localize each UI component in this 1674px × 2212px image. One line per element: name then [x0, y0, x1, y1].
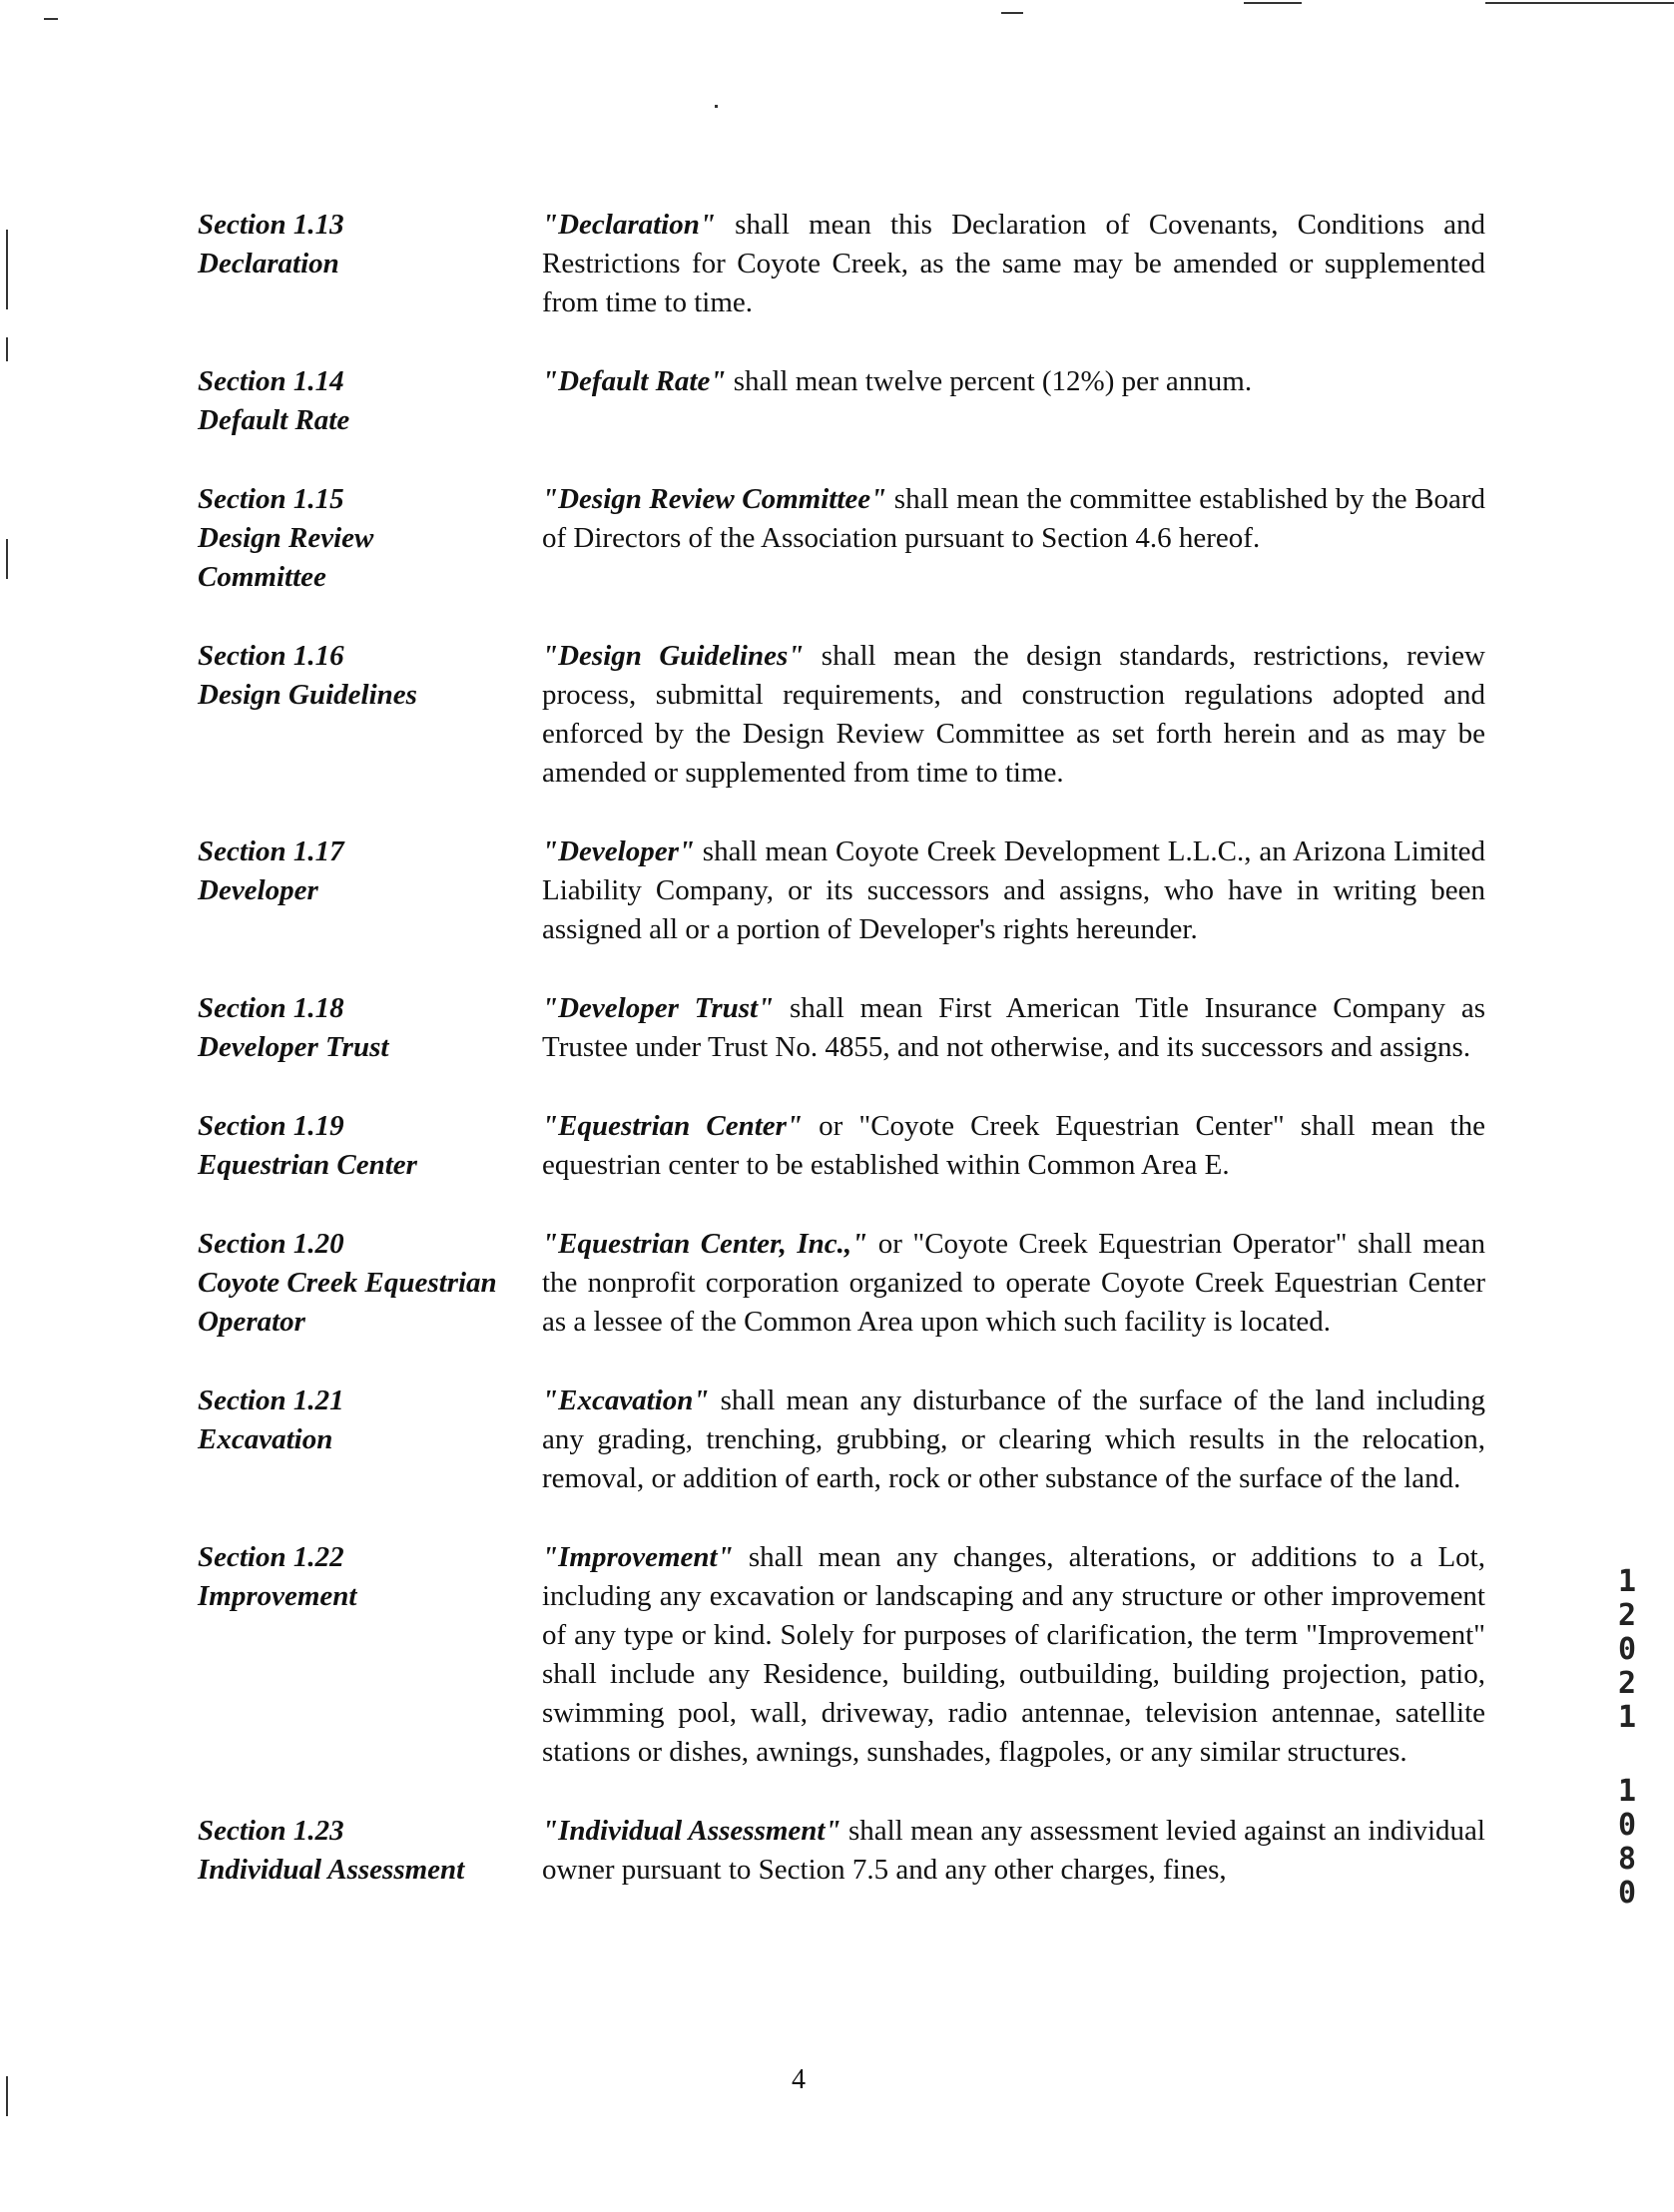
stamp-digit: [1612, 1735, 1642, 1775]
section-title: Operator: [198, 1306, 305, 1338]
section-definition: [542, 480, 1485, 597]
defined-term: "Developer": [542, 835, 695, 867]
section-definition: [542, 362, 1485, 440]
definition-section: [198, 206, 1485, 322]
stamp-digit: 1: [1617, 1700, 1637, 1735]
defined-term: "Equestrian Center, Inc.,": [542, 1228, 868, 1260]
definition-section: [198, 989, 1485, 1067]
section-heading: [198, 362, 542, 440]
section-number: Section 1.19: [198, 1110, 344, 1142]
section-title: Developer: [198, 874, 318, 906]
section-definition: [542, 1382, 1485, 1498]
defined-term: "Declaration": [542, 209, 716, 241]
definition-text: or "Coyote Creek Equestrian Operator" shall mean the nonprofit corporation organized to operate Coyote Creek Equestrian Center as a lessee of the Common Area upon which such facility is located.: [542, 1228, 1485, 1338]
defined-term: "Design Guidelines": [542, 640, 805, 672]
section-number: Section 1.23: [198, 1815, 344, 1847]
scan-mark: [6, 539, 8, 579]
section-title: Developer Trust: [198, 1031, 389, 1063]
section-title: Equestrian Center: [198, 1149, 417, 1181]
section-number: Section 1.21: [198, 1384, 344, 1416]
stamp-digit: 1: [1617, 1564, 1637, 1599]
section-definition: [542, 989, 1485, 1067]
scan-mark: [1244, 2, 1302, 4]
section-heading: [198, 480, 542, 597]
defined-term: "Individual Assessment": [542, 1815, 841, 1847]
section-number: Section 1.15: [198, 483, 344, 515]
defined-term: "Improvement": [542, 1541, 734, 1573]
section-heading: [198, 832, 542, 949]
section-title: Individual Assessment: [198, 1854, 465, 1886]
definition-section: [198, 1812, 1485, 1890]
stamp-digit: 0: [1617, 1632, 1637, 1667]
stamp-digit: 0: [1617, 1876, 1637, 1911]
defined-term: "Design Review Committee": [542, 483, 887, 515]
definition-text: shall mean any disturbance of the surface of the land including any grading, trenching, grubbing, or clearing which results in the relocation, removal, or addition of earth, rock or other substance of the surface of the land.: [542, 1384, 1485, 1494]
definition-section: [198, 362, 1485, 440]
scan-mark: [1485, 2, 1674, 4]
definition-text: shall mean the design standards, restrictions, review process, submittal requirements, and construction regulations adopted and enforced by the Design Review Committee as set forth herein and as may be amended or supplemented from time to time.: [542, 640, 1485, 789]
section-title: Coyote Creek Equestrian: [198, 1267, 497, 1299]
section-heading: [198, 637, 542, 793]
definition-section: [198, 637, 1485, 793]
scan-mark: [1001, 12, 1023, 14]
defined-term: "Equestrian Center": [542, 1110, 804, 1142]
definition-text: shall mean the committee established by the Board of Directors of the Association pursuant to Section 4.6 hereof.: [542, 483, 1485, 554]
definition-text: shall mean Coyote Creek Development L.L.C., an Arizona Limited Liability Company, or its successors and assigns, who have in writing been assigned all or a portion of Developer's rights hereunder.: [542, 835, 1485, 945]
definition-section: [198, 1225, 1485, 1342]
stamp-digit: 0: [1617, 1808, 1637, 1843]
section-heading: [198, 1107, 542, 1185]
stamp-digit: 2: [1617, 1666, 1637, 1701]
section-definition: [542, 832, 1485, 949]
definition-section: [198, 832, 1485, 949]
section-heading: [198, 1538, 542, 1772]
definition-section: [198, 1382, 1485, 1498]
definition-text: shall mean this Declaration of Covenants, Conditions and Restrictions for Coyote Creek, as the same may be amended or supplemented from time to time.: [542, 209, 1485, 318]
scan-mark: [715, 105, 718, 108]
section-heading: [198, 1382, 542, 1498]
section-definition: [542, 1107, 1485, 1185]
section-title: Excavation: [198, 1423, 333, 1455]
definition-text: or "Coyote Creek Equestrian Center" shall mean the equestrian center to be established within Common Area E.: [542, 1110, 1485, 1181]
section-heading: [198, 989, 542, 1067]
page-number: 4: [792, 2064, 806, 2095]
section-definition: [542, 206, 1485, 322]
section-title: Default Rate: [198, 404, 350, 436]
section-number: Section 1.16: [198, 640, 344, 672]
section-definition: [542, 1812, 1485, 1890]
section-heading: [198, 1812, 542, 1890]
definition-text: shall mean First American Title Insurance Company as Trustee under Trust No. 4855, and not otherwise, and its successors and assigns.: [542, 992, 1486, 1063]
scan-mark: [6, 230, 8, 309]
definition-text: shall mean any changes, alterations, or additions to a Lot, including any excavation or landscaping and any structure or other improvement of any type or kind. Solely for purposes of clarification, the term "Improvement" shall include any Residence, building, outbuilding, building projection, patio, swimming pool, wall, driveway, radio antennae, television antennae, satellite stations or dishes, awnings, sunshades, flagpoles, or any similar structures.: [542, 1541, 1485, 1768]
stamp-digit: 1: [1617, 1774, 1637, 1809]
section-number: Section 1.17: [198, 835, 344, 867]
section-heading: [198, 206, 542, 322]
section-number: Section 1.14: [198, 365, 344, 397]
section-definition: [542, 1225, 1485, 1342]
definitions-list: [198, 206, 1485, 1930]
scan-mark: [6, 337, 8, 361]
section-title: Design Guidelines: [198, 679, 417, 711]
section-title: Declaration: [198, 248, 339, 279]
stamp-digit: 2: [1617, 1598, 1637, 1633]
section-number: Section 1.22: [198, 1541, 344, 1573]
section-title: Improvement: [198, 1580, 357, 1612]
defined-term: "Default Rate": [542, 365, 727, 397]
defined-term: "Excavation": [542, 1384, 710, 1416]
recording-number-stamp: [1612, 1565, 1642, 1911]
section-definition: [542, 637, 1485, 793]
scan-mark: [44, 18, 58, 20]
definition-section: [198, 480, 1485, 597]
section-title: Design Review: [198, 522, 374, 554]
definition-section: [198, 1107, 1485, 1185]
section-number: Section 1.13: [198, 209, 344, 241]
section-title: Committee: [198, 561, 326, 593]
definition-text: shall mean twelve percent (12%) per annum.: [726, 365, 1253, 397]
section-heading: [198, 1225, 542, 1342]
definition-section: [198, 1538, 1485, 1772]
section-definition: [542, 1538, 1485, 1772]
defined-term: "Developer Trust": [542, 992, 775, 1024]
section-number: Section 1.20: [198, 1228, 344, 1260]
section-number: Section 1.18: [198, 992, 344, 1024]
stamp-digit: 8: [1617, 1842, 1637, 1877]
definition-text: shall mean any assessment levied against an individual owner pursuant to Section 7.5 and any other charges, fines,: [542, 1815, 1485, 1886]
